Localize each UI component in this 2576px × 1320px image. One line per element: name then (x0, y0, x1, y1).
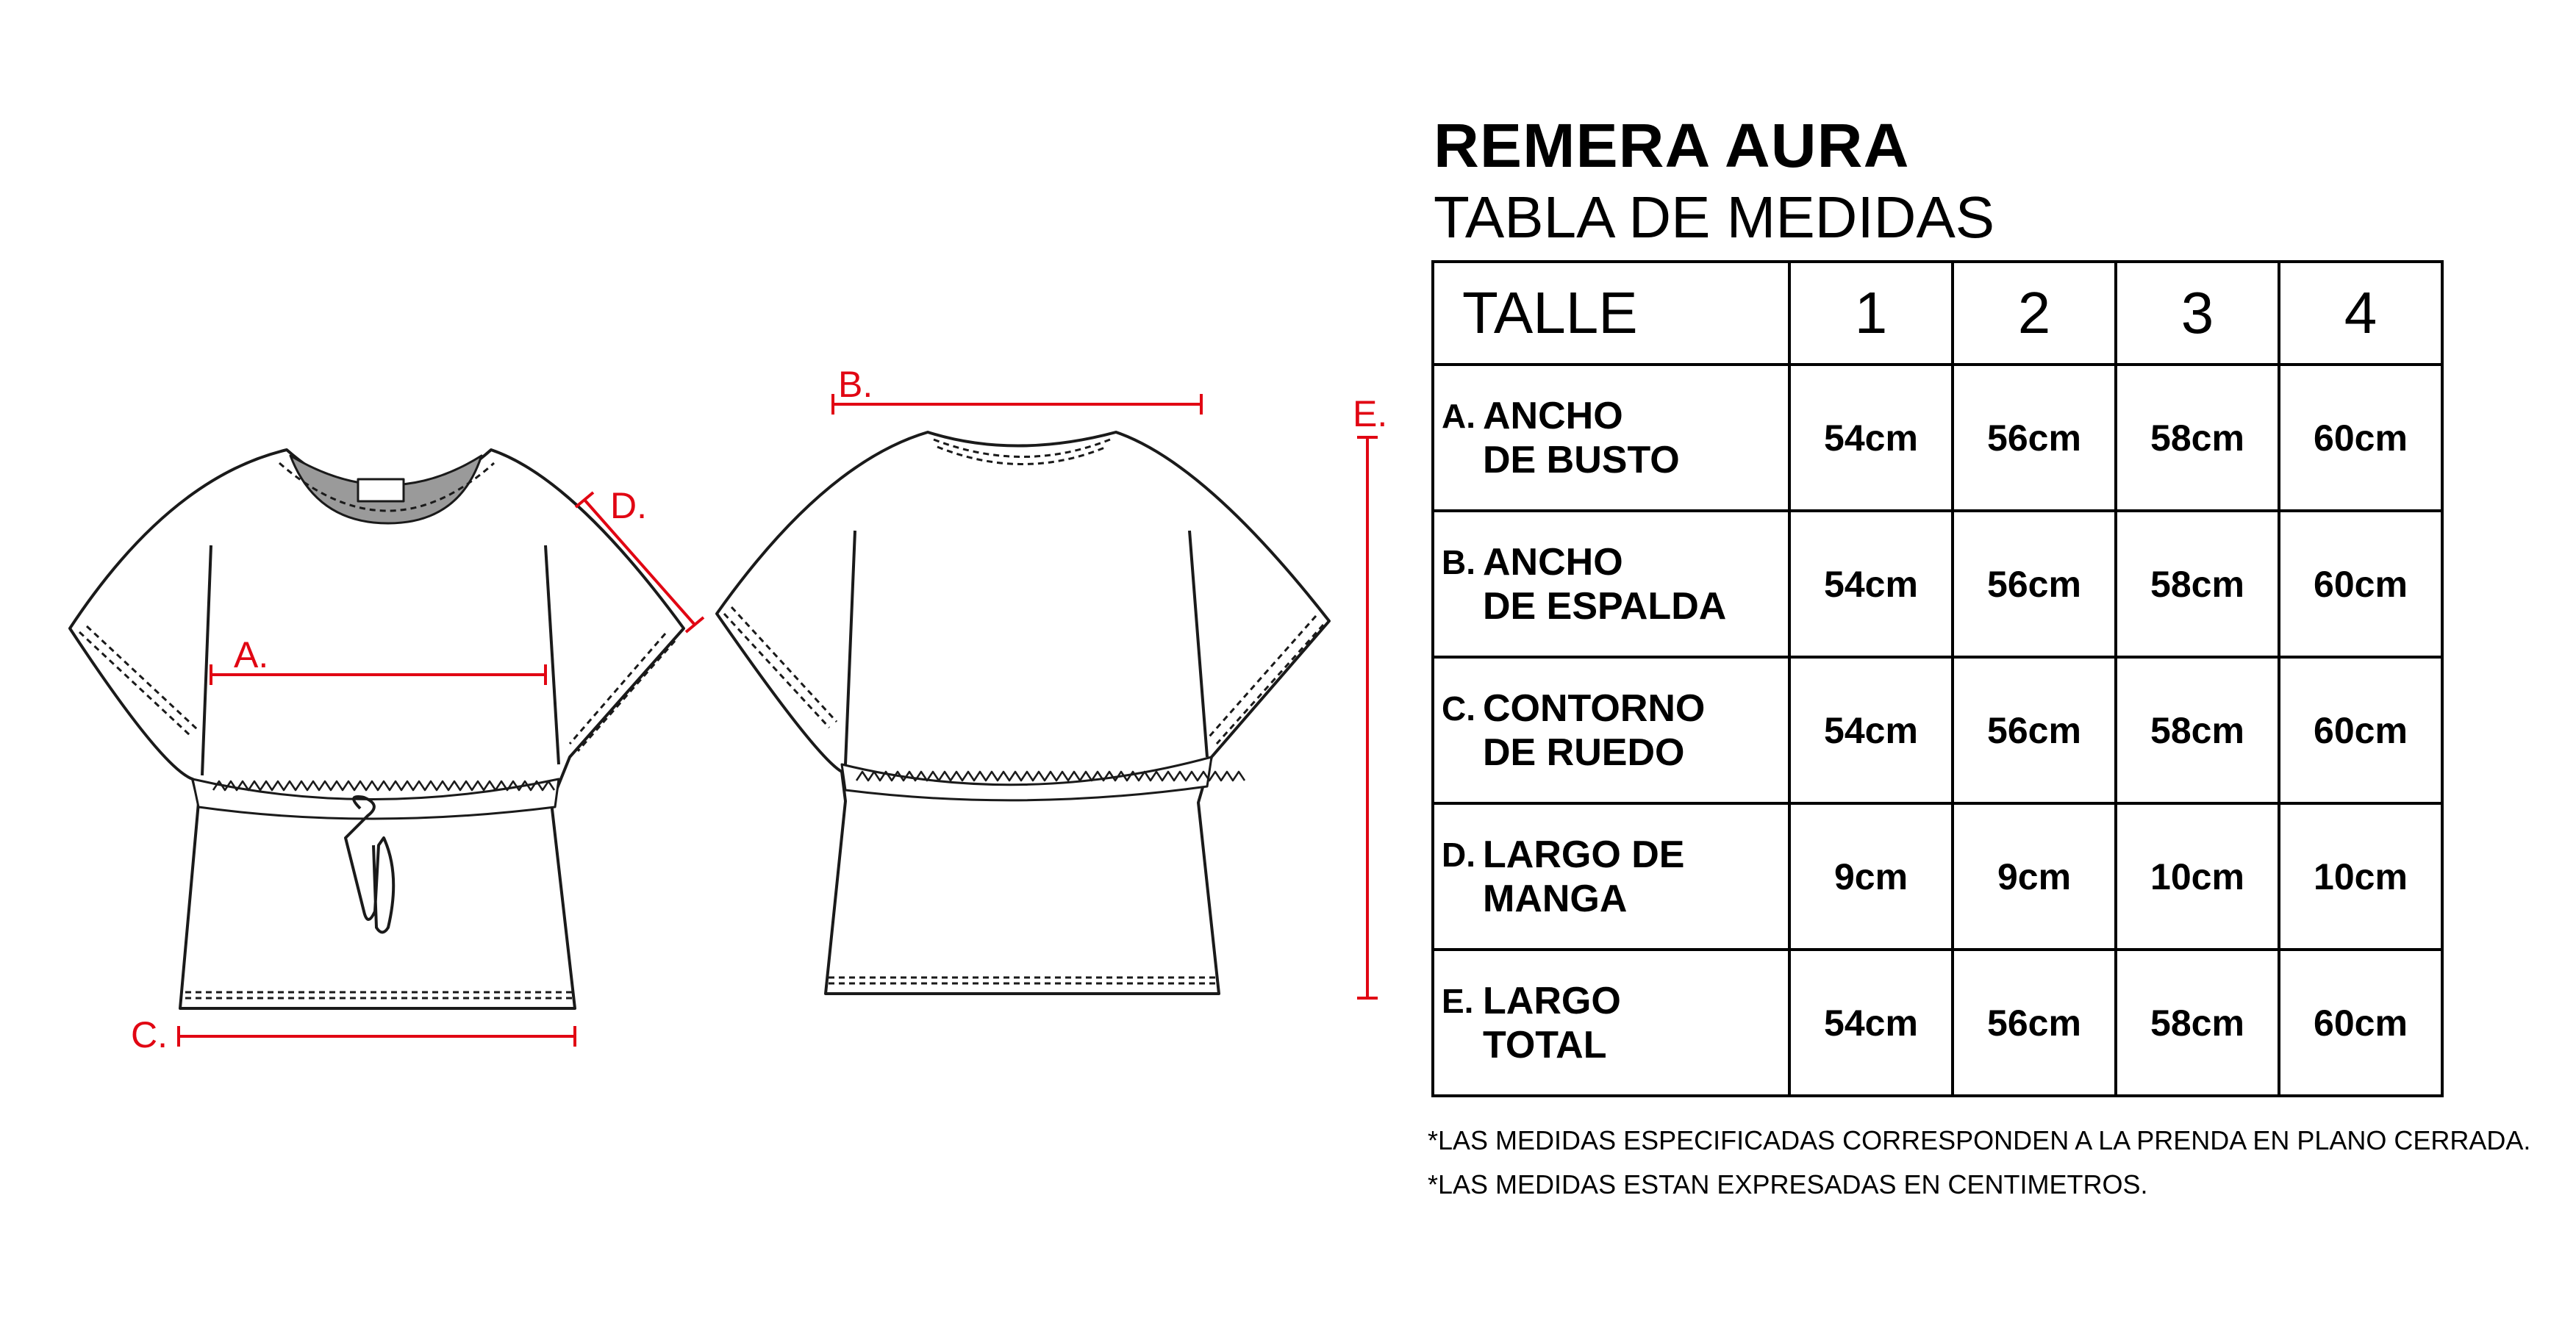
table-cell: 54cm (1789, 511, 1953, 657)
measure-b-label: B. (838, 364, 873, 405)
table-cell: 58cm (2116, 950, 2279, 1096)
table-cell: 60cm (2279, 365, 2442, 511)
back-bodice-outline (717, 432, 1329, 994)
product-title: REMERA AURA (1434, 111, 1910, 180)
footnote-2: *LAS MEDIDAS ESTAN EXPRESADAS EN CENTIMETROS. (1428, 1169, 2148, 1199)
table-cell: 54cm (1789, 657, 1953, 803)
size-header-label: TALLE (1433, 262, 1789, 365)
measure-c-label: C. (131, 1014, 168, 1055)
table-cell: 60cm (2279, 657, 2442, 803)
table-cell: 60cm (2279, 950, 2442, 1096)
measure-name: C. CONTORNO DE RUEDO (1433, 657, 1789, 803)
table-cell: 9cm (1789, 803, 1953, 950)
front-view-drawing (70, 450, 684, 1008)
table-cell: 58cm (2116, 365, 2279, 511)
measure-e-label: E. (1353, 393, 1388, 434)
size-header-4: 4 (2279, 262, 2442, 365)
measure-e-line (1357, 437, 1378, 998)
table-row (1433, 365, 2442, 511)
measure-name: E. LARGO TOTAL (1433, 950, 1789, 1096)
table-cell: 60cm (2279, 511, 2442, 657)
table-cell: 54cm (1789, 365, 1953, 511)
measure-a-label: A. (234, 634, 269, 675)
measure-name: A. ANCHO DE BUSTO (1433, 365, 1789, 511)
measure-d-label: D. (610, 485, 647, 526)
size-header-3: 3 (2116, 262, 2279, 365)
table-cell: 56cm (1953, 511, 2116, 657)
table-cell: 56cm (1953, 657, 2116, 803)
measure-name: B. ANCHO DE ESPALDA (1433, 511, 1789, 657)
size-header-1: 1 (1789, 262, 1953, 365)
table-cell: 58cm (2116, 657, 2279, 803)
table-header-row (1433, 262, 2442, 365)
table-row (1433, 511, 2442, 657)
table-cell: 10cm (2279, 803, 2442, 950)
table-cell: 9cm (1953, 803, 2116, 950)
measure-c-line (179, 1026, 575, 1047)
table-cell: 54cm (1789, 950, 1953, 1096)
size-measurement-table (1431, 260, 2444, 1097)
table-cell: 10cm (2116, 803, 2279, 950)
size-header-2: 2 (1953, 262, 2116, 365)
footnotes (1428, 1119, 2530, 1207)
front-neck-label (358, 479, 404, 501)
table-row (1433, 803, 2442, 950)
table-row (1433, 950, 2442, 1096)
table-cell: 56cm (1953, 950, 2116, 1096)
table-subtitle: TABLA DE MEDIDAS (1434, 184, 1995, 250)
measure-name: D. LARGO DE MANGA (1433, 803, 1789, 950)
footnote-1: *LAS MEDIDAS ESPECIFICADAS CORRESPONDEN A LA PRENDA EN PLANO CERRADA. (1428, 1125, 2531, 1155)
table-cell: 56cm (1953, 365, 2116, 511)
table-cell: 58cm (2116, 511, 2279, 657)
table-row (1433, 657, 2442, 803)
measure-b-line (833, 394, 1201, 415)
back-view-drawing (717, 432, 1329, 994)
